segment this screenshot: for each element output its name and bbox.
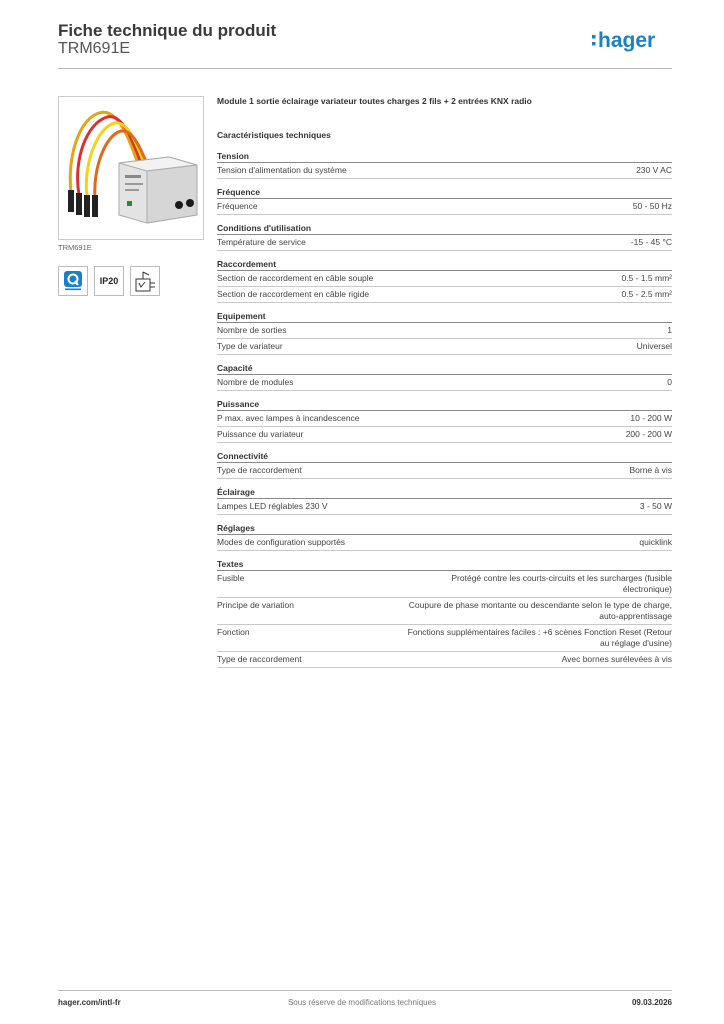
spec-row: Nombre de modules 0: [217, 375, 672, 391]
section-title: Textes: [217, 558, 672, 571]
spec-row: Puissance du variateur 200 - 200 W: [217, 427, 672, 443]
spec-row: Type de raccordement Avec bornes surélevées à vis: [217, 652, 672, 668]
section-title: Capacité: [217, 362, 672, 375]
hager-logo: [592, 27, 672, 55]
spec-row: Tension d'alimentation du système 230 V AC: [217, 163, 672, 179]
spec-row: Température de service -15 - 45 °C: [217, 235, 672, 251]
footer-disclaimer: Sous réserve de modifications techniques: [287, 998, 437, 1007]
section-equipement: [217, 310, 672, 355]
section-title: Connectivité: [217, 450, 672, 463]
spec-row: Nombre de sorties 1: [217, 323, 672, 339]
spec-row: Lampes LED réglables 230 V 3 - 50 W: [217, 499, 672, 515]
section-tension: [217, 150, 672, 179]
section-textes: [217, 558, 672, 668]
section-capacite: [217, 362, 672, 391]
page-title: Fiche technique du produit: [58, 21, 277, 40]
spec-row: Type de variateur Universel: [217, 339, 672, 355]
section-title: Éclairage: [217, 486, 672, 499]
section-title: Fréquence: [217, 186, 672, 199]
svg-text:hager: hager: [598, 29, 656, 52]
product-image: [58, 96, 204, 240]
characteristics-heading: Caractéristiques techniques: [217, 130, 331, 140]
spec-row: Section de raccordement en câble souple 0.5 - 1.5 mm²: [217, 271, 672, 287]
product-reference: TRM691E: [58, 40, 131, 57]
spec-row: Fonction Fonctions supplémentaires faciles : +6 scènes Fonction Reset (Retour au réglage d'usine): [217, 625, 672, 652]
footer-website-link[interactable]: hager.com/intl-fr: [58, 998, 121, 1007]
spec-row: Fréquence 50 - 50 Hz: [217, 199, 672, 215]
section-title: Réglages: [217, 522, 672, 535]
spec-row: P max. avec lampes à incandescence 10 - 200 W: [217, 411, 672, 427]
section-reglages: [217, 522, 672, 551]
ip-rating-badge: IP20: [94, 266, 124, 296]
section-frequence: [217, 186, 672, 215]
quicklink-icon: [58, 266, 88, 296]
installation-icon: [130, 266, 160, 296]
spec-row: Fusible Protégé contre les courts-circuits et les surcharges (fusible électronique): [217, 571, 672, 598]
image-caption: TRM691E: [58, 243, 92, 252]
section-conditions: [217, 222, 672, 251]
product-visual-panel: [58, 96, 204, 296]
section-raccordement: [217, 258, 672, 303]
spec-row: Modes de configuration supportés quicklink: [217, 535, 672, 551]
section-connectivite: [217, 450, 672, 479]
section-eclairage: [217, 486, 672, 515]
spec-row: Type de raccordement Borne à vis: [217, 463, 672, 479]
section-title: Tension: [217, 150, 672, 163]
product-specifications: [217, 96, 672, 675]
product-description: Module 1 sortie éclairage variateur toutes charges 2 fils + 2 entrées KNX radio: [217, 96, 532, 106]
section-title: Raccordement: [217, 258, 672, 271]
footer-date: 09.03.2026: [631, 998, 672, 1007]
section-puissance: [217, 398, 672, 443]
footer-divider: [58, 990, 672, 991]
section-title: Puissance: [217, 398, 672, 411]
spec-row: Principe de variation Coupure de phase montante ou descendante selon le type de charge, auto-apprentissage: [217, 598, 672, 625]
section-title: Equipement: [217, 310, 672, 323]
section-title: Conditions d'utilisation: [217, 222, 672, 235]
spec-row: Section de raccordement en câble rigide 0.5 - 2.5 mm²: [217, 287, 672, 303]
header-divider: [58, 68, 672, 69]
